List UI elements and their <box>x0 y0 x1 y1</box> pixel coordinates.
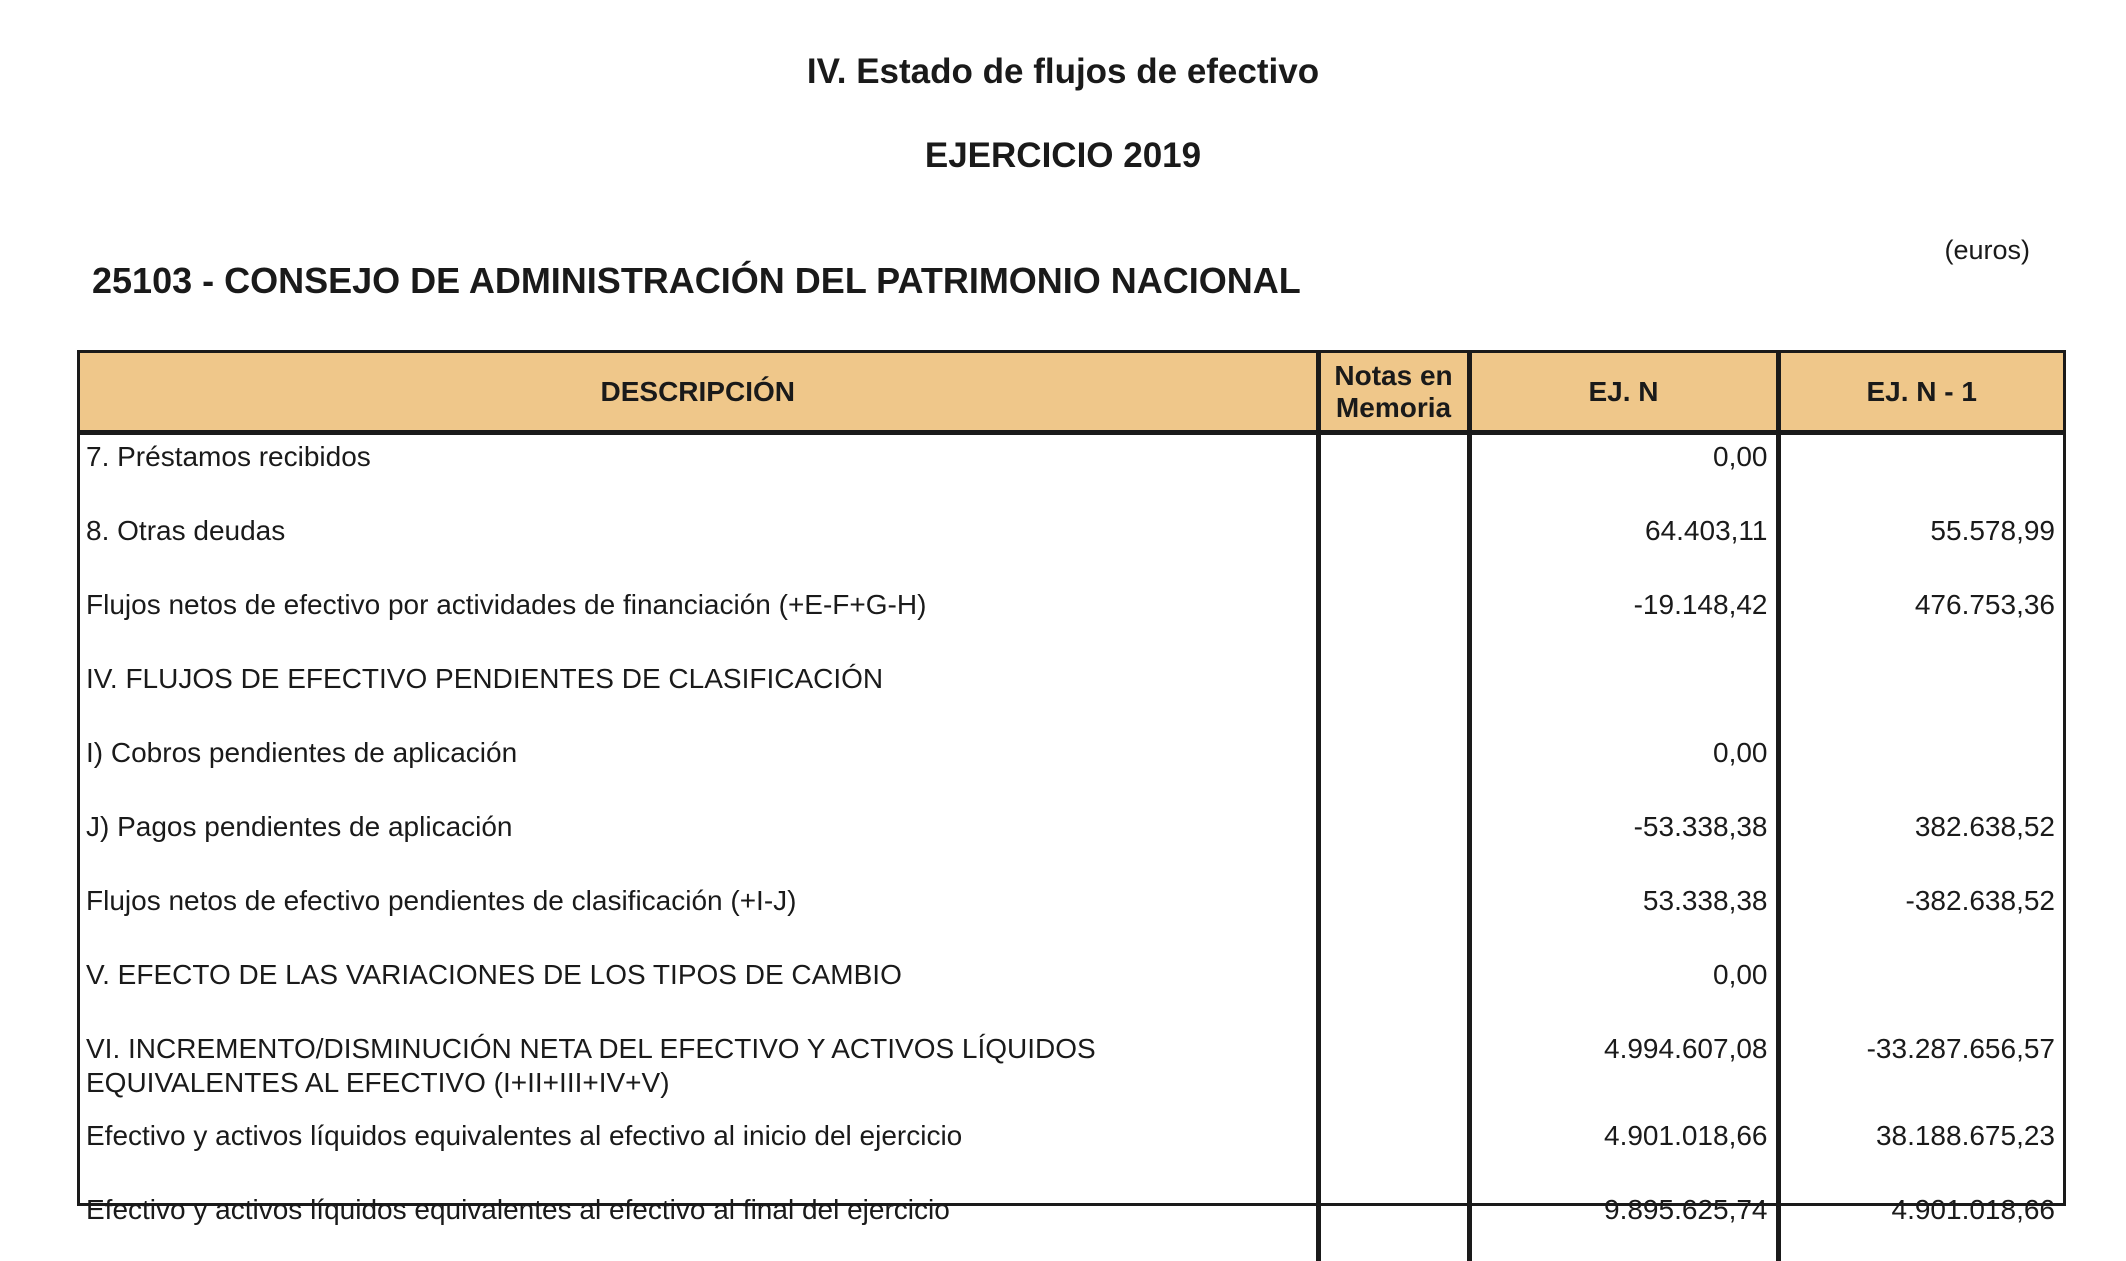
table-row <box>80 805 2063 879</box>
row-current-value: 64.403,11 <box>1469 509 1778 583</box>
row-notes <box>1318 805 1469 879</box>
table-row <box>80 433 2063 510</box>
row-current-value: 4.994.607,08 <box>1469 1027 1778 1114</box>
table-row <box>80 1027 2063 1114</box>
row-notes <box>1318 1027 1469 1114</box>
row-previous-value: 55.578,99 <box>1930 515 2055 546</box>
row-current-value <box>1469 657 1778 731</box>
row-notes <box>1318 1114 1469 1188</box>
table-row <box>80 509 2063 583</box>
row-notes <box>1318 433 1469 510</box>
row-previous-value <box>1778 657 2063 731</box>
table-row <box>80 731 2063 805</box>
row-description: V. EFECTO DE LAS VARIACIONES DE LOS TIPOS DE CAMBIO <box>80 953 1318 1027</box>
row-description: I) Cobros pendientes de aplicación <box>80 731 1318 805</box>
table-row <box>80 953 2063 1027</box>
notes-header-line1: Notas en <box>1334 359 1453 391</box>
row-description: 8. Otras deudas <box>80 509 1318 583</box>
table-row <box>80 879 2063 953</box>
table-header-row <box>80 353 2063 433</box>
row-previous-value: 382.638,52 <box>1914 811 2055 842</box>
row-description: Flujos netos de efectivo pendientes de clasificación (+I-J) <box>80 879 1318 953</box>
column-header-current-year: EJ. N <box>1469 353 1778 433</box>
row-notes <box>1318 1188 1469 1261</box>
row-current-value: 0,00 <box>1469 433 1778 510</box>
cash-flow-table-container <box>77 350 2066 1225</box>
row-description: 7. Préstamos recibidos <box>80 433 1318 510</box>
row-description-line2: EQUIVALENTES AL EFECTIVO (I+II+III+IV+V) <box>86 1067 670 1098</box>
row-current-value: 4.901.018,66 <box>1469 1114 1778 1188</box>
row-description: Flujos netos de efectivo por actividades de financiación (+E-F+G-H) <box>80 583 1318 657</box>
row-previous-value: 4.901.018,66 <box>1891 1194 2055 1225</box>
table-row <box>80 1114 2063 1188</box>
table-row <box>80 1188 2063 1261</box>
document-title: IV. Estado de flujos de efectivo <box>806 52 1320 91</box>
row-notes <box>1318 509 1469 583</box>
row-previous-value: 38.188.675,23 <box>1875 1120 2055 1151</box>
row-current-value: -19.148,42 <box>1469 583 1778 657</box>
row-current-value: 9.895.625,74 <box>1469 1188 1778 1261</box>
fiscal-year-heading: EJERCICIO 2019 <box>924 136 1202 175</box>
row-previous-value <box>1778 731 2063 805</box>
cash-flow-table <box>80 353 2063 1261</box>
row-previous-value <box>1778 953 2063 1027</box>
row-description: J) Pagos pendientes de aplicación <box>80 805 1318 879</box>
row-notes <box>1318 731 1469 805</box>
row-previous-value: -382.638,52 <box>1905 885 2055 916</box>
row-notes <box>1318 583 1469 657</box>
row-notes <box>1318 879 1469 953</box>
row-current-value: 0,00 <box>1469 953 1778 1027</box>
row-notes <box>1318 953 1469 1027</box>
column-header-notes <box>1318 353 1469 433</box>
row-current-value: 0,00 <box>1469 731 1778 805</box>
row-description: IV. FLUJOS DE EFECTIVO PENDIENTES DE CLASIFICACIÓN <box>80 657 1318 731</box>
row-description <box>80 1027 1318 1114</box>
column-header-description: DESCRIPCIÓN <box>80 353 1318 433</box>
table-row <box>80 657 2063 731</box>
entity-heading: 25103 - CONSEJO DE ADMINISTRACIÓN DEL PATRIMONIO NACIONAL <box>92 260 1301 301</box>
row-previous-value: 476.753,36 <box>1914 589 2055 620</box>
notes-header-line2: Memoria <box>1335 391 1452 423</box>
row-current-value: 53.338,38 <box>1469 879 1778 953</box>
row-description-line1: VI. INCREMENTO/DISMINUCIÓN NETA DEL EFECTIVO Y ACTIVOS LÍQUIDOS <box>86 1033 1096 1064</box>
row-current-value: -53.338,38 <box>1469 805 1778 879</box>
row-previous-value: -33.287.656,57 <box>1866 1033 2055 1064</box>
row-description: Efectivo y activos líquidos equivalentes al efectivo al inicio del ejercicio <box>80 1114 1318 1188</box>
table-row <box>80 583 2063 657</box>
row-description: Efectivo y activos líquidos equivalentes al efectivo al final del ejercicio <box>80 1188 1318 1261</box>
column-header-previous-year: EJ. N - 1 <box>1778 353 2063 433</box>
row-notes <box>1318 657 1469 731</box>
row-previous-value <box>1778 433 2063 510</box>
currency-unit-label: (euros) <box>1944 235 2030 265</box>
